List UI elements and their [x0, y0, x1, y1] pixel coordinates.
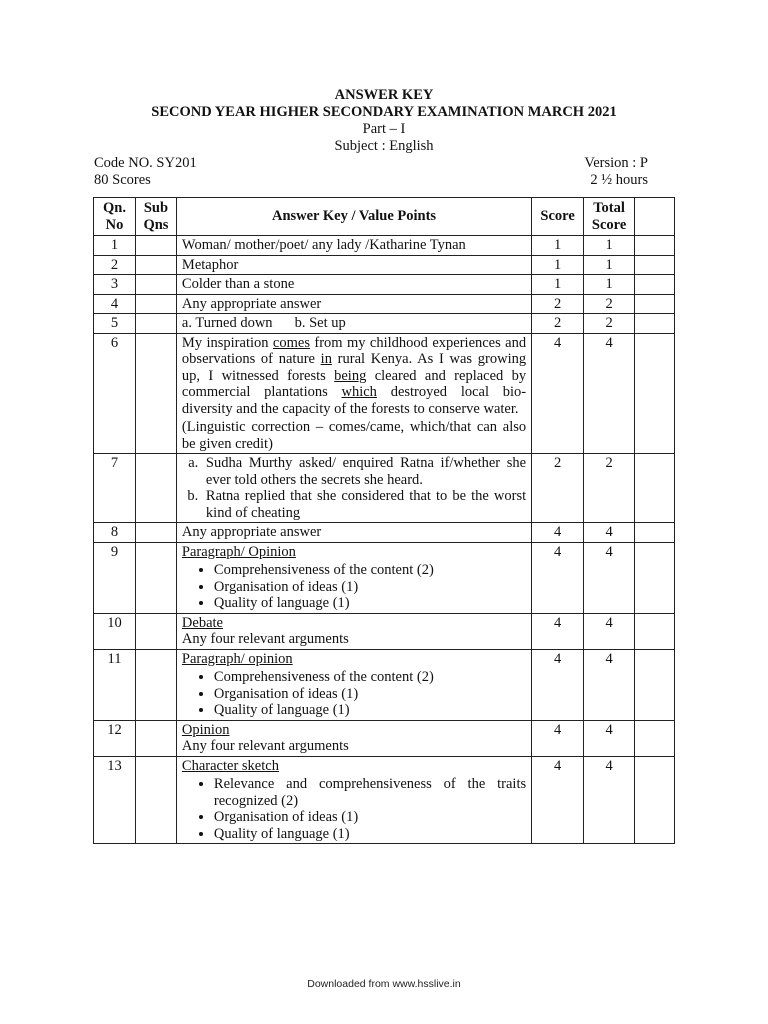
question-number: 1	[94, 236, 136, 256]
correction-word: being	[334, 367, 367, 384]
blank-cell	[635, 275, 675, 295]
list-item: b. Ratna replied that she considered that to be the worst kind of cheating	[202, 488, 526, 521]
answer-cell: Colder than a stone	[176, 275, 531, 295]
answer-cell: Any appropriate answer	[176, 294, 531, 314]
list-item: • Organisation of ideas (1)	[214, 686, 526, 703]
table-row	[94, 314, 675, 334]
answer-cell: Any appropriate answer	[176, 523, 531, 543]
list-item: a. Sudha Murthy asked/ enquired Ratna if/whether she ever told others the secrets she heard.	[202, 455, 526, 488]
duration: 2 ½ hours	[590, 172, 648, 188]
table-row	[94, 613, 675, 649]
total-score-cell: 4	[584, 756, 635, 844]
question-number: 2	[94, 255, 136, 275]
list-item: • Quality of language (1)	[214, 595, 526, 612]
total-scores: 80 Scores	[94, 172, 151, 188]
score-cell: 1	[532, 255, 584, 275]
sub-question	[135, 454, 176, 523]
list-item: • Quality of language (1)	[214, 702, 526, 719]
header-qn: Qn. No	[94, 198, 136, 236]
correction-word: comes	[272, 334, 310, 351]
question-number: 5	[94, 314, 136, 334]
total-score-cell: 4	[584, 542, 635, 613]
correction-word: in	[320, 351, 332, 367]
question-number: 7	[94, 454, 136, 523]
corrected-passage	[182, 335, 526, 418]
total-score-cell: 1	[584, 255, 635, 275]
question-number: 9	[94, 542, 136, 613]
question-number: 3	[94, 275, 136, 295]
answer-cell	[176, 756, 531, 844]
correction-note: (Linguistic correction – comes/came, which/that can also be given credit)	[181, 419, 527, 452]
answer-part-b: b. Set up	[294, 315, 346, 331]
table-row	[94, 236, 675, 256]
criteria-list	[182, 776, 526, 842]
list-item: • Relevance and comprehensiveness of the traits recognized (2)	[214, 776, 526, 809]
answer-heading: Debate	[181, 614, 223, 631]
question-number: 11	[94, 649, 136, 720]
answer-heading: Opinion	[181, 721, 230, 738]
header-blank	[635, 198, 675, 236]
criteria-list	[182, 562, 526, 612]
total-score-cell: 1	[584, 275, 635, 295]
answer-text: Any four relevant arguments	[181, 738, 349, 754]
answer-cell	[176, 333, 531, 454]
passage-text: cleared and replaced by commercial plantations	[181, 367, 527, 400]
answer-cell: Metaphor	[176, 255, 531, 275]
blank-cell	[635, 613, 675, 649]
total-score-cell: 4	[584, 333, 635, 454]
blank-cell	[635, 523, 675, 543]
answer-cell	[176, 720, 531, 756]
version: Version : P	[584, 155, 648, 171]
blank-cell	[635, 314, 675, 334]
table-row	[94, 720, 675, 756]
sub-question	[135, 756, 176, 844]
score-cell: 2	[532, 294, 584, 314]
header-total: Total Score	[584, 198, 635, 236]
table-row	[94, 542, 675, 613]
score-cell: 2	[532, 314, 584, 334]
blank-cell	[635, 333, 675, 454]
sub-question	[135, 275, 176, 295]
question-number: 13	[94, 756, 136, 844]
score-cell: 4	[532, 542, 584, 613]
header-score: Score	[532, 198, 584, 236]
question-number: 8	[94, 523, 136, 543]
table-header-row	[94, 198, 675, 236]
blank-cell	[635, 454, 675, 523]
subject-label: Subject : English	[334, 138, 434, 154]
question-number: 6	[94, 333, 136, 454]
score-cell: 4	[532, 720, 584, 756]
table-row	[94, 649, 675, 720]
sub-question	[135, 720, 176, 756]
passage-text: from my childhood experiences and observations of nature	[181, 334, 527, 367]
title: ANSWER KEY	[334, 87, 434, 103]
sub-question	[135, 236, 176, 256]
total-score-cell: 4	[584, 613, 635, 649]
exam-meta	[94, 155, 648, 189]
total-score-cell: 4	[584, 523, 635, 543]
blank-cell	[635, 649, 675, 720]
criteria-list	[182, 669, 526, 719]
total-score-cell: 4	[584, 720, 635, 756]
table-row	[94, 756, 675, 844]
table-row	[94, 275, 675, 295]
table-row	[94, 255, 675, 275]
answer-cell: Woman/ mother/poet/ any lady /Katharine Tynan	[176, 236, 531, 256]
answer-heading: Paragraph/ opinion	[181, 650, 293, 667]
list-item: • Comprehensiveness of the content (2)	[214, 562, 526, 579]
document-header	[0, 87, 768, 155]
answer-heading: Paragraph/ Opinion	[181, 543, 296, 560]
table-row	[94, 333, 675, 454]
blank-cell	[635, 255, 675, 275]
score-cell: 4	[532, 523, 584, 543]
answer-cell	[176, 649, 531, 720]
answer-key-table	[93, 197, 675, 844]
exam-title: SECOND YEAR HIGHER SECONDARY EXAMINATION MARCH 2021	[151, 104, 617, 120]
sub-question	[135, 613, 176, 649]
list-item: • Quality of language (1)	[214, 826, 526, 843]
passage-text: destroyed local bio-diversity and the capacity of the forests to conserve water.	[181, 384, 527, 417]
score-cell: 4	[532, 756, 584, 844]
part-label: Part – I	[362, 121, 406, 137]
list-item: • Organisation of ideas (1)	[214, 809, 526, 826]
question-number: 4	[94, 294, 136, 314]
table-row	[94, 454, 675, 523]
question-number: 12	[94, 720, 136, 756]
download-source-footer: Downloaded from www.hsslive.in	[307, 978, 461, 990]
sub-question	[135, 333, 176, 454]
list-item: • Comprehensiveness of the content (2)	[214, 669, 526, 686]
score-cell: 4	[532, 649, 584, 720]
sub-question	[135, 294, 176, 314]
score-cell: 1	[532, 275, 584, 295]
sub-question	[135, 542, 176, 613]
answer-list	[182, 455, 526, 521]
question-number: 10	[94, 613, 136, 649]
table-row	[94, 523, 675, 543]
blank-cell	[635, 542, 675, 613]
total-score-cell: 1	[584, 236, 635, 256]
answer-text: Any four relevant arguments	[181, 631, 349, 647]
score-cell: 2	[532, 454, 584, 523]
sub-question	[135, 255, 176, 275]
answer-heading: Character sketch	[181, 757, 279, 774]
list-item: • Organisation of ideas (1)	[214, 579, 526, 596]
header-answer: Answer Key / Value Points	[176, 198, 531, 236]
code-number: Code NO. SY201	[94, 155, 197, 171]
sub-question	[135, 314, 176, 334]
correction-word: which	[341, 384, 377, 400]
score-cell: 4	[532, 333, 584, 454]
total-score-cell: 2	[584, 314, 635, 334]
total-score-cell: 2	[584, 454, 635, 523]
sub-question	[135, 523, 176, 543]
passage-text: My inspiration	[181, 334, 273, 351]
answer-cell	[176, 454, 531, 523]
blank-cell	[635, 720, 675, 756]
total-score-cell: 2	[584, 294, 635, 314]
header-sub: Sub Qns	[135, 198, 176, 236]
sub-question	[135, 649, 176, 720]
score-cell: 4	[532, 613, 584, 649]
blank-cell	[635, 236, 675, 256]
score-cell: 1	[532, 236, 584, 256]
answer-cell	[176, 314, 531, 334]
passage-text: rural Kenya. As I was growing up, I witnessed forests	[181, 351, 527, 384]
answer-part-a: a. Turned down	[181, 315, 273, 331]
total-score-cell: 4	[584, 649, 635, 720]
blank-cell	[635, 294, 675, 314]
answer-cell	[176, 613, 531, 649]
blank-cell	[635, 756, 675, 844]
table-row	[94, 294, 675, 314]
answer-cell	[176, 542, 531, 613]
